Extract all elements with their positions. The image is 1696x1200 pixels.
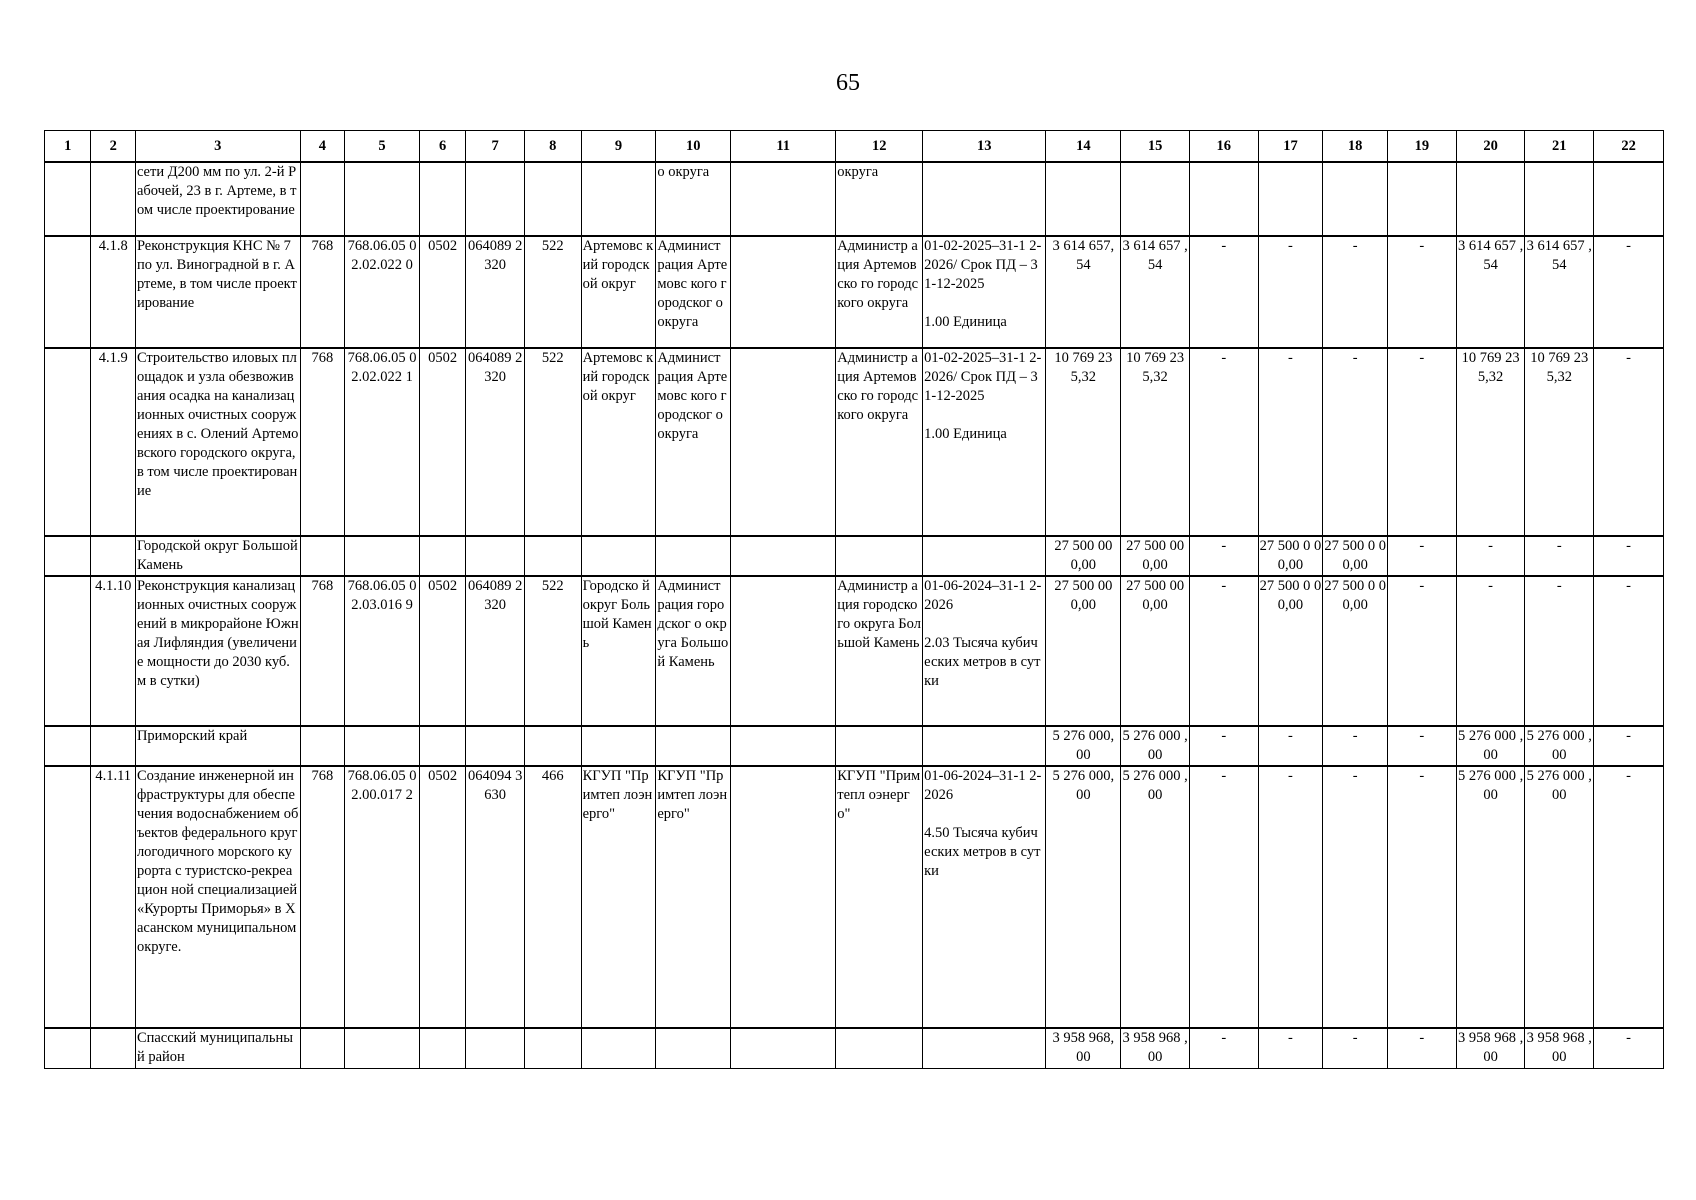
cell-col-8 (524, 1028, 581, 1068)
cell-col-4 (300, 162, 344, 236)
cell-col-3: Реконструкция канализационных очистных сооружений в микрорайоне Южная Лифляндия (увеличение мощности до 2030 куб. м в сутки) (135, 576, 300, 726)
cell-col-5: 768.06.05 02.03.016 9 (345, 576, 420, 726)
cell-col-16: - (1189, 726, 1258, 766)
header-cell: 10 (656, 131, 731, 163)
cell-col-5 (345, 162, 420, 236)
cell-col-8: 522 (524, 236, 581, 348)
cell-col-14: 27 500 00 0,00 (1046, 536, 1121, 576)
cell-col-19: - (1387, 576, 1456, 726)
header-cell: 12 (836, 131, 923, 163)
cell-col-15: 27 500 00 0,00 (1121, 536, 1190, 576)
header-cell: 4 (300, 131, 344, 163)
table-row (45, 236, 1664, 348)
cell-col-6: 0502 (419, 576, 465, 726)
cell-col-12 (836, 1028, 923, 1068)
cell-col-11 (731, 766, 836, 1028)
cell-col-21: 5 276 000 ,00 (1525, 766, 1594, 1028)
cell-col-22 (1594, 162, 1664, 236)
header-cell: 11 (731, 131, 836, 163)
header-cell: 22 (1594, 131, 1664, 163)
cell-col-7: 064089 2320 (466, 576, 525, 726)
cell-col-20: 5 276 000 ,00 (1456, 766, 1525, 1028)
cell-col-11 (731, 162, 836, 236)
cell-col-20: - (1456, 576, 1525, 726)
cell-col-14: 27 500 00 0,00 (1046, 576, 1121, 726)
cell-col-22: - (1594, 766, 1664, 1028)
cell-col-9 (581, 162, 656, 236)
cell-col-7 (466, 1028, 525, 1068)
cell-col-16: - (1189, 1028, 1258, 1068)
cell-col-6: 0502 (419, 236, 465, 348)
cell-col-14: 3 958 968, 00 (1046, 1028, 1121, 1068)
cell-col-11 (731, 726, 836, 766)
cell-col-22: - (1594, 1028, 1664, 1068)
cell-col-19: - (1387, 726, 1456, 766)
cell-col-8: 522 (524, 576, 581, 726)
table-row (45, 162, 1664, 236)
cell-col-2 (91, 162, 135, 236)
cell-col-18: 27 500 0 00,00 (1323, 576, 1388, 726)
cell-col-6 (419, 162, 465, 236)
cell-col-17 (1258, 162, 1323, 236)
header-row (45, 131, 1664, 163)
cell-col-7 (466, 726, 525, 766)
cell-col-4: 768 (300, 766, 344, 1028)
cell-col-13 (923, 162, 1046, 236)
cell-col-12 (836, 726, 923, 766)
cell-col-4: 768 (300, 576, 344, 726)
cell-col-12: Администр ация Артемовско го городского округа (836, 348, 923, 536)
cell-col-1 (45, 576, 91, 726)
cell-col-4: 768 (300, 236, 344, 348)
cell-col-20: 5 276 000 ,00 (1456, 726, 1525, 766)
cell-col-2 (91, 1028, 135, 1068)
page-number: 65 (836, 70, 860, 96)
cell-col-7: 064089 2320 (466, 236, 525, 348)
cell-col-20 (1456, 162, 1525, 236)
cell-col-11 (731, 1028, 836, 1068)
cell-col-7: 064094 3630 (466, 766, 525, 1028)
cell-col-2: 4.1.10 (91, 576, 135, 726)
cell-col-19: - (1387, 536, 1456, 576)
cell-col-20: - (1456, 536, 1525, 576)
cell-col-2: 4.1.9 (91, 348, 135, 536)
cell-col-13 (923, 1028, 1046, 1068)
cell-col-18: - (1323, 766, 1388, 1028)
cell-col-22: - (1594, 236, 1664, 348)
cell-col-6 (419, 726, 465, 766)
cell-col-16 (1189, 162, 1258, 236)
cell-col-3: Реконструкция КНС № 7 по ул. Виноградной в г. Артеме, в том числе проектирование (135, 236, 300, 348)
cell-col-11 (731, 236, 836, 348)
header-cell: 18 (1323, 131, 1388, 163)
cell-col-1 (45, 1028, 91, 1068)
cell-col-3: сети Д200 мм по ул. 2-й Рабочей, 23 в г. Артеме, в том числе проектирование (135, 162, 300, 236)
cell-col-16: - (1189, 536, 1258, 576)
cell-col-9 (581, 1028, 656, 1068)
cell-col-15: 27 500 00 0,00 (1121, 576, 1190, 726)
cell-col-9 (581, 536, 656, 576)
cell-col-19: - (1387, 236, 1456, 348)
cell-col-17: - (1258, 726, 1323, 766)
cell-col-15: 10 769 23 5,32 (1121, 348, 1190, 536)
cell-col-20: 10 769 23 5,32 (1456, 348, 1525, 536)
cell-col-1 (45, 726, 91, 766)
cell-col-20: 3 614 657 ,54 (1456, 236, 1525, 348)
header-cell: 16 (1189, 131, 1258, 163)
cell-col-10 (656, 536, 731, 576)
cell-col-17: - (1258, 236, 1323, 348)
cell-col-4: 768 (300, 348, 344, 536)
cell-col-15: 3 958 968 ,00 (1121, 1028, 1190, 1068)
cell-col-11 (731, 576, 836, 726)
cell-col-19: - (1387, 766, 1456, 1028)
header-cell: 7 (466, 131, 525, 163)
cell-col-18: - (1323, 1028, 1388, 1068)
header-cell: 17 (1258, 131, 1323, 163)
header-cell: 14 (1046, 131, 1121, 163)
cell-col-9: Артемовс кий городской округ (581, 348, 656, 536)
header-cell: 9 (581, 131, 656, 163)
cell-col-4 (300, 726, 344, 766)
cell-col-9 (581, 726, 656, 766)
cell-col-2 (91, 726, 135, 766)
cell-col-12: КГУП "Примтепл оэнерго" (836, 766, 923, 1028)
cell-col-6: 0502 (419, 766, 465, 1028)
header-cell: 2 (91, 131, 135, 163)
cell-col-10: о округа (656, 162, 731, 236)
cell-col-18: - (1323, 726, 1388, 766)
cell-col-12: округа (836, 162, 923, 236)
cell-col-16: - (1189, 236, 1258, 348)
cell-col-20: 3 958 968 ,00 (1456, 1028, 1525, 1068)
cell-col-5 (345, 726, 420, 766)
cell-col-3: Городской округ Большой Камень (135, 536, 300, 576)
cell-col-17: - (1258, 348, 1323, 536)
cell-col-12: Администр ация городского округа Большой Камень (836, 576, 923, 726)
header-cell: 1 (45, 131, 91, 163)
header-cell: 19 (1387, 131, 1456, 163)
cell-col-8: 466 (524, 766, 581, 1028)
cell-col-7 (466, 162, 525, 236)
cell-col-5: 768.06.05 02.02.022 1 (345, 348, 420, 536)
cell-col-1 (45, 236, 91, 348)
cell-col-22: - (1594, 348, 1664, 536)
header-cell: 21 (1525, 131, 1594, 163)
cell-col-4 (300, 536, 344, 576)
cell-col-10 (656, 726, 731, 766)
cell-col-2: 4.1.11 (91, 766, 135, 1028)
cell-col-11 (731, 348, 836, 536)
cell-col-12 (836, 536, 923, 576)
table-row (45, 576, 1664, 726)
cell-col-22: - (1594, 726, 1664, 766)
cell-col-13: 01-02-2025–31-1 2-2026/ Срок ПД – 31-12-2025 1.00 Единица (923, 348, 1046, 536)
cell-col-7: 064089 2320 (466, 348, 525, 536)
cell-col-1 (45, 536, 91, 576)
cell-col-13: 01-02-2025–31-1 2-2026/ Срок ПД – 31-12-2025 1.00 Единица (923, 236, 1046, 348)
cell-col-8 (524, 162, 581, 236)
cell-col-5: 768.06.05 02.00.017 2 (345, 766, 420, 1028)
cell-col-19: - (1387, 348, 1456, 536)
cell-col-21: 10 769 23 5,32 (1525, 348, 1594, 536)
cell-col-15: 3 614 657 ,54 (1121, 236, 1190, 348)
cell-col-15: 5 276 000 ,00 (1121, 766, 1190, 1028)
cell-col-16: - (1189, 766, 1258, 1028)
cell-col-9: Городско й округ Большой Камень (581, 576, 656, 726)
cell-col-17: - (1258, 766, 1323, 1028)
table-row (45, 536, 1664, 576)
cell-col-1 (45, 766, 91, 1028)
cell-col-12: Администр ация Артемовско го городского округа (836, 236, 923, 348)
cell-col-3: Спасский муниципальный район (135, 1028, 300, 1068)
cell-col-10: Админист рация Артемовс кого городског о округа (656, 236, 731, 348)
cell-col-10: Админист рация городског о округа Большой Камень (656, 576, 731, 726)
table-row (45, 348, 1664, 536)
cell-col-15: 5 276 000 ,00 (1121, 726, 1190, 766)
cell-col-8 (524, 536, 581, 576)
cell-col-13 (923, 536, 1046, 576)
cell-col-10: Админист рация Артемовс кого городског о округа (656, 348, 731, 536)
cell-col-17: 27 500 0 00,00 (1258, 576, 1323, 726)
cell-col-17: 27 500 0 00,00 (1258, 536, 1323, 576)
cell-col-19: - (1387, 1028, 1456, 1068)
cell-col-9: Артемовс кий городской округ (581, 236, 656, 348)
cell-col-21: 5 276 000 ,00 (1525, 726, 1594, 766)
header-cell: 20 (1456, 131, 1525, 163)
cell-col-14: 3 614 657, 54 (1046, 236, 1121, 348)
cell-col-3: Создание инженерной инфраструктуры для обеспечения водоснабжением объектов федерального круглогодичного морского курорта с туристско-рекреацион ной специализацией «Курорты Приморья» в Хасанском муниципальном округе. (135, 766, 300, 1028)
cell-col-18 (1323, 162, 1388, 236)
header-cell: 5 (345, 131, 420, 163)
cell-col-14 (1046, 162, 1121, 236)
cell-col-2: 4.1.8 (91, 236, 135, 348)
cell-col-21 (1525, 162, 1594, 236)
header-cell: 13 (923, 131, 1046, 163)
cell-col-8: 522 (524, 348, 581, 536)
header-cell: 3 (135, 131, 300, 163)
cell-col-16: - (1189, 576, 1258, 726)
header-cell: 6 (419, 131, 465, 163)
cell-col-4 (300, 1028, 344, 1068)
cell-col-1 (45, 348, 91, 536)
cell-col-22: - (1594, 536, 1664, 576)
cell-col-6 (419, 1028, 465, 1068)
cell-col-5 (345, 1028, 420, 1068)
header-cell: 8 (524, 131, 581, 163)
cell-col-18: - (1323, 348, 1388, 536)
cell-col-15 (1121, 162, 1190, 236)
cell-col-1 (45, 162, 91, 236)
header-cell: 15 (1121, 131, 1190, 163)
cell-col-6 (419, 536, 465, 576)
table-body (45, 162, 1664, 1068)
cell-col-13: 01-06-2024–31-1 2-2026 2.03 Тысяча кубических метров в сутки (923, 576, 1046, 726)
cell-col-16: - (1189, 348, 1258, 536)
cell-col-6: 0502 (419, 348, 465, 536)
cell-col-21: - (1525, 536, 1594, 576)
cell-col-2 (91, 536, 135, 576)
cell-col-13 (923, 726, 1046, 766)
cell-col-18: - (1323, 236, 1388, 348)
cell-col-5: 768.06.05 02.02.022 0 (345, 236, 420, 348)
cell-col-3: Приморский край (135, 726, 300, 766)
table-row (45, 1028, 1664, 1068)
cell-col-22: - (1594, 576, 1664, 726)
cell-col-8 (524, 726, 581, 766)
cell-col-21: 3 958 968 ,00 (1525, 1028, 1594, 1068)
table-row (45, 726, 1664, 766)
cell-col-11 (731, 536, 836, 576)
cell-col-14: 10 769 23 5,32 (1046, 348, 1121, 536)
cell-col-5 (345, 536, 420, 576)
cell-col-21: 3 614 657 ,54 (1525, 236, 1594, 348)
cell-col-19 (1387, 162, 1456, 236)
cell-col-21: - (1525, 576, 1594, 726)
cell-col-13: 01-06-2024–31-1 2-2026 4.50 Тысяча кубических метров в сутки (923, 766, 1046, 1028)
budget-table (44, 130, 1664, 1069)
cell-col-14: 5 276 000, 00 (1046, 726, 1121, 766)
cell-col-3: Строительство иловых площадок и узла обезвоживания осадка на канализационных очистных сооружениях в с. Олений Артемовского городского округа, в том числе проектирование (135, 348, 300, 536)
cell-col-10 (656, 1028, 731, 1068)
table-row (45, 766, 1664, 1028)
cell-col-14: 5 276 000, 00 (1046, 766, 1121, 1028)
cell-col-10: КГУП "Примтеп лоэнерго" (656, 766, 731, 1028)
cell-col-17: - (1258, 1028, 1323, 1068)
cell-col-9: КГУП "Примтеп лоэнерго" (581, 766, 656, 1028)
cell-col-7 (466, 536, 525, 576)
cell-col-18: 27 500 0 00,00 (1323, 536, 1388, 576)
